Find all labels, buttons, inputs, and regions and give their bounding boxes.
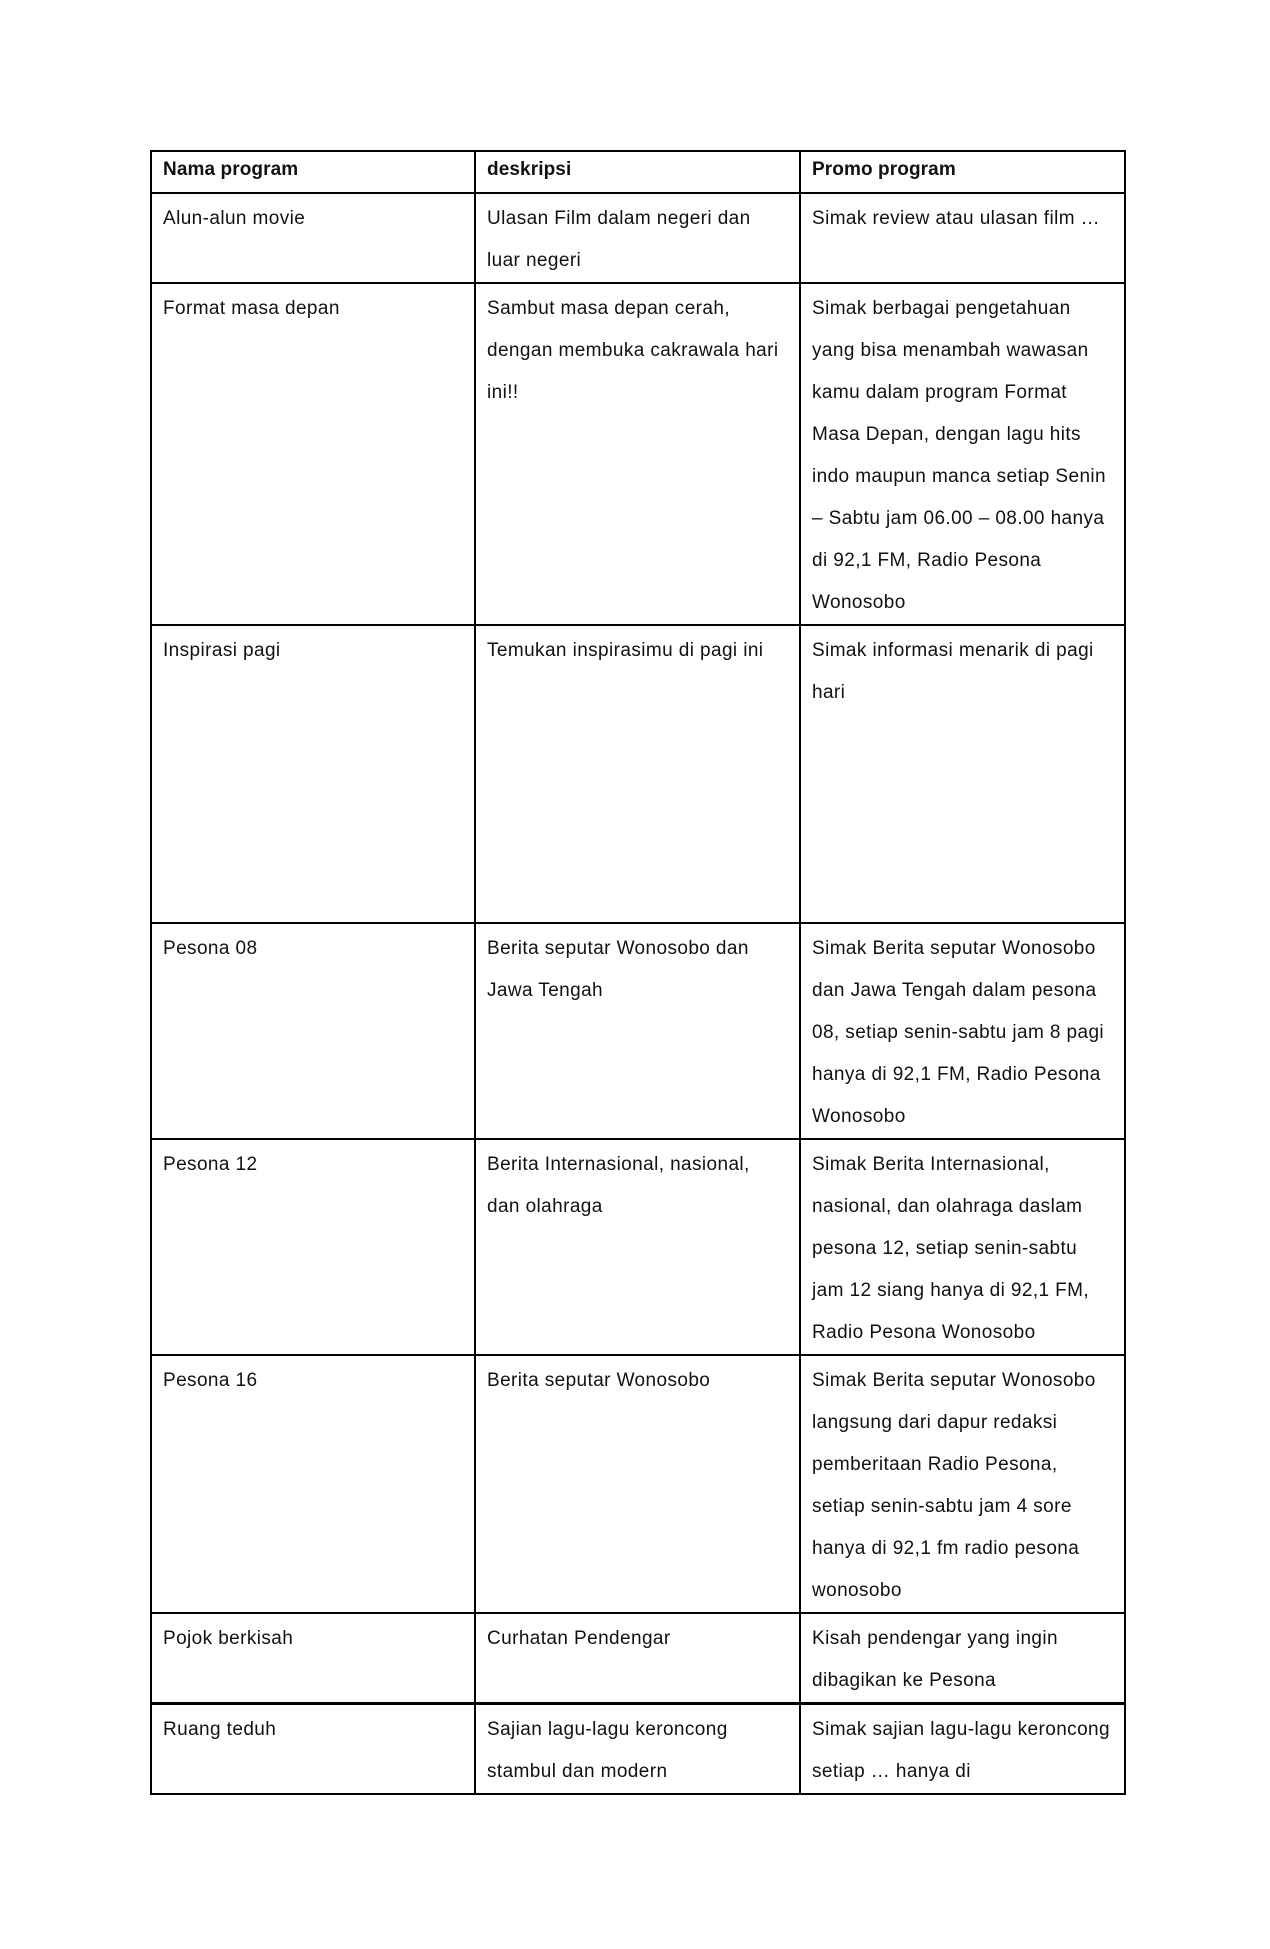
table-row <box>151 193 1125 283</box>
header-promo-program: Promo program <box>800 151 1125 193</box>
program-name-cell: Ruang teduh <box>151 1704 475 1795</box>
table-row <box>151 625 1125 923</box>
program-promo-cell: Simak Berita seputar Wonosobo dan Jawa Tengah dalam pesona 08, setiap senin-sabtu jam 8 pagi hanya di 92,1 FM, Radio Pesona Wonosobo <box>800 923 1125 1139</box>
program-name-cell: Pesona 16 <box>151 1355 475 1613</box>
table-row <box>151 923 1125 1139</box>
program-name-cell: Pojok berkisah <box>151 1613 475 1704</box>
program-name-cell: Pesona 08 <box>151 923 475 1139</box>
header-nama-program: Nama program <box>151 151 475 193</box>
program-promo-cell: Simak Berita Internasional, nasional, dan olahraga daslam pesona 12, setiap senin-sabtu jam 12 siang hanya di 92,1 FM, Radio Pesona Wonosobo <box>800 1139 1125 1355</box>
table-row <box>151 1704 1125 1795</box>
program-name-cell: Format masa depan <box>151 283 475 625</box>
program-promo-cell: Simak Berita seputar Wonosobo langsung dari dapur redaksi pemberitaan Radio Pesona, setiap senin-sabtu jam 4 sore hanya di 92,1 fm radio pesona wonosobo <box>800 1355 1125 1613</box>
program-table <box>150 150 1126 1795</box>
program-description-cell: Berita Internasional, nasional, dan olahraga <box>475 1139 800 1355</box>
program-description-cell: Berita seputar Wonosobo dan Jawa Tengah <box>475 923 800 1139</box>
table-row <box>151 283 1125 625</box>
program-promo-cell: Simak sajian lagu-lagu keroncong setiap … hanya di <box>800 1704 1125 1795</box>
program-name-cell: Inspirasi pagi <box>151 625 475 923</box>
table-header-row <box>151 151 1125 193</box>
program-description-cell: Sambut masa depan cerah, dengan membuka cakrawala hari ini!! <box>475 283 800 625</box>
program-description-cell: Berita seputar Wonosobo <box>475 1355 800 1613</box>
program-description-cell: Sajian lagu-lagu keroncong stambul dan modern <box>475 1704 800 1795</box>
table-row <box>151 1355 1125 1613</box>
program-promo-cell: Simak review atau ulasan film … <box>800 193 1125 283</box>
program-promo-cell: Kisah pendengar yang ingin dibagikan ke Pesona <box>800 1613 1125 1704</box>
program-name-cell: Pesona 12 <box>151 1139 475 1355</box>
header-deskripsi: deskripsi <box>475 151 800 193</box>
table-row <box>151 1613 1125 1704</box>
program-description-cell: Curhatan Pendengar <box>475 1613 800 1704</box>
program-description-cell: Temukan inspirasimu di pagi ini <box>475 625 800 923</box>
program-name-cell: Alun-alun movie <box>151 193 475 283</box>
program-promo-cell: Simak berbagai pengetahuan yang bisa menambah wawasan kamu dalam program Format Masa Depan, dengan lagu hits indo maupun manca setiap Senin – Sabtu jam 06.00 – 08.00 hanya di 92,1 FM, Radio Pesona Wonosobo <box>800 283 1125 625</box>
program-promo-cell: Simak informasi menarik di pagi hari <box>800 625 1125 923</box>
program-description-cell: Ulasan Film dalam negeri dan luar negeri <box>475 193 800 283</box>
table-row <box>151 1139 1125 1355</box>
